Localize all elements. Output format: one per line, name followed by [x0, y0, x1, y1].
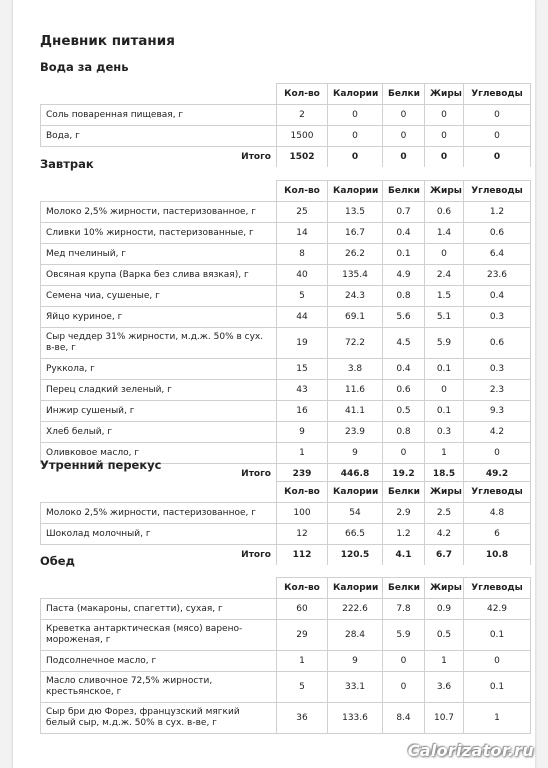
total-qty: 112	[277, 545, 328, 566]
food-protein: 0.4	[383, 223, 425, 244]
food-name: Шоколад молочный, г	[41, 524, 277, 545]
food-qty: 43	[277, 380, 328, 401]
food-qty: 8	[277, 244, 328, 265]
food-carbs: 0	[464, 105, 531, 126]
food-qty: 40	[277, 265, 328, 286]
food-carbs: 0	[464, 443, 531, 464]
food-fat: 0	[425, 105, 464, 126]
table-row	[41, 422, 531, 443]
protein-header: Белки	[383, 482, 425, 503]
meal-section	[40, 554, 530, 734]
food-name: Масло сливочное 72,5% жирности, крестьянское, г	[41, 672, 277, 703]
watermark-logo: Calorizator.ru	[407, 741, 534, 760]
food-fat: 3.6	[425, 672, 464, 703]
meal-section	[40, 157, 530, 484]
table-row	[41, 307, 531, 328]
table-row	[41, 503, 531, 524]
total-kcal: 120.5	[328, 545, 383, 566]
food-kcal: 28.4	[328, 620, 383, 651]
table-row	[41, 223, 531, 244]
food-name: Перец сладкий зеленый, г	[41, 380, 277, 401]
food-kcal: 33.1	[328, 672, 383, 703]
food-fat: 0	[425, 244, 464, 265]
table-header-row	[41, 84, 531, 105]
food-qty: 1	[277, 651, 328, 672]
food-protein: 0.5	[383, 401, 425, 422]
food-fat: 1.5	[425, 286, 464, 307]
food-name: Овсяная крупа (Варка без слива вязкая), г	[41, 265, 277, 286]
food-carbs: 23.6	[464, 265, 531, 286]
food-qty: 36	[277, 703, 328, 734]
protein-header: Белки	[383, 84, 425, 105]
page-title: Дневник питания	[40, 33, 175, 49]
food-name: Молоко 2,5% жирности, пастеризованное, г	[41, 503, 277, 524]
food-qty: 12	[277, 524, 328, 545]
food-carbs: 6	[464, 524, 531, 545]
food-fat: 1	[425, 651, 464, 672]
table-header-row	[41, 578, 531, 599]
food-fat: 2.4	[425, 265, 464, 286]
nutrition-table	[40, 83, 531, 167]
food-name: Семена чиа, сушеные, г	[41, 286, 277, 307]
food-name: Инжир сушеный, г	[41, 401, 277, 422]
meal-section	[40, 458, 530, 565]
calories-header: Калории	[328, 181, 383, 202]
food-name: Руккола, г	[41, 359, 277, 380]
total-protein: 4.1	[383, 545, 425, 566]
carbs-header: Углеводы	[464, 181, 531, 202]
food-qty: 2	[277, 105, 328, 126]
total-protein: 19.2	[383, 464, 425, 485]
table-header-row	[41, 482, 531, 503]
food-qty: 60	[277, 599, 328, 620]
food-kcal: 26.2	[328, 244, 383, 265]
food-fat: 10.7	[425, 703, 464, 734]
total-carbs: 49.2	[464, 464, 531, 485]
total-label: Итого	[241, 550, 271, 560]
food-protein: 0.6	[383, 380, 425, 401]
food-carbs: 0	[464, 126, 531, 147]
food-protein: 5.6	[383, 307, 425, 328]
food-carbs: 42.9	[464, 599, 531, 620]
food-name: Молоко 2,5% жирности, пастеризованное, г	[41, 202, 277, 223]
food-protein: 1.2	[383, 524, 425, 545]
section-title: Вода за день	[40, 60, 129, 74]
food-carbs: 0.4	[464, 286, 531, 307]
food-protein: 0.4	[383, 359, 425, 380]
food-name: Паста (макароны, спагетти), сухая, г	[41, 599, 277, 620]
total-carbs: 10.8	[464, 545, 531, 566]
food-fat: 0.5	[425, 620, 464, 651]
food-fat: 2.5	[425, 503, 464, 524]
food-kcal: 41.1	[328, 401, 383, 422]
qty-header: Кол-во	[277, 482, 328, 503]
food-qty: 5	[277, 286, 328, 307]
food-kcal: 9	[328, 651, 383, 672]
fat-header: Жиры	[425, 181, 464, 202]
food-name: Соль поваренная пищевая, г	[41, 105, 277, 126]
total-fat: 18.5	[425, 464, 464, 485]
table-row	[41, 286, 531, 307]
food-fat: 0.1	[425, 401, 464, 422]
total-kcal: 446.8	[328, 464, 383, 485]
food-protein: 2.9	[383, 503, 425, 524]
nutrition-table	[40, 481, 531, 565]
table-row	[41, 651, 531, 672]
food-qty: 16	[277, 401, 328, 422]
food-carbs: 1	[464, 703, 531, 734]
food-carbs: 0.6	[464, 328, 531, 359]
total-carbs: 0	[464, 147, 531, 168]
food-carbs: 4.8	[464, 503, 531, 524]
table-row	[41, 244, 531, 265]
nutrition-table	[40, 577, 531, 734]
total-label: Итого	[241, 152, 271, 162]
meal-section	[40, 60, 530, 167]
food-fat: 0	[425, 380, 464, 401]
table-header-row	[41, 181, 531, 202]
table-row	[41, 105, 531, 126]
food-protein: 8.4	[383, 703, 425, 734]
food-protein: 0.1	[383, 244, 425, 265]
total-qty: 239	[277, 464, 328, 485]
food-fat: 0.9	[425, 599, 464, 620]
food-protein: 5.9	[383, 620, 425, 651]
qty-header: Кол-во	[277, 84, 328, 105]
food-protein: 0	[383, 105, 425, 126]
food-name: Креветка антарктическая (мясо) варено-мороженая, г	[41, 620, 277, 651]
header-blank-cell	[41, 181, 277, 202]
food-protein: 0	[383, 672, 425, 703]
table-row	[41, 380, 531, 401]
food-carbs: 4.2	[464, 422, 531, 443]
total-label: Итого	[241, 469, 271, 479]
food-name: Хлеб белый, г	[41, 422, 277, 443]
table-row	[41, 401, 531, 422]
food-name: Сыр чеддер 31% жирности, м.д.ж. 50% в сух. в-ве, г	[41, 328, 277, 359]
food-carbs: 6.4	[464, 244, 531, 265]
food-carbs: 0.1	[464, 672, 531, 703]
food-kcal: 16.7	[328, 223, 383, 244]
table-row	[41, 599, 531, 620]
table-row	[41, 703, 531, 734]
food-carbs: 0.3	[464, 359, 531, 380]
total-protein: 0	[383, 147, 425, 168]
food-qty: 9	[277, 422, 328, 443]
food-kcal: 13.5	[328, 202, 383, 223]
total-kcal: 0	[328, 147, 383, 168]
food-kcal: 54	[328, 503, 383, 524]
table-row	[41, 524, 531, 545]
food-fat: 0.6	[425, 202, 464, 223]
table-row	[41, 328, 531, 359]
food-kcal: 69.1	[328, 307, 383, 328]
qty-header: Кол-во	[277, 578, 328, 599]
food-protein: 0.8	[383, 422, 425, 443]
food-fat: 0	[425, 126, 464, 147]
section-title: Обед	[40, 554, 75, 568]
food-qty: 14	[277, 223, 328, 244]
food-protein: 0.7	[383, 202, 425, 223]
carbs-header: Углеводы	[464, 482, 531, 503]
section-title: Утренний перекус	[40, 458, 162, 472]
calories-header: Калории	[328, 482, 383, 503]
food-qty: 44	[277, 307, 328, 328]
food-qty: 15	[277, 359, 328, 380]
table-row	[41, 672, 531, 703]
food-carbs: 2.3	[464, 380, 531, 401]
food-kcal: 222.6	[328, 599, 383, 620]
food-carbs: 0.6	[464, 223, 531, 244]
food-name: Мед пчелиный, г	[41, 244, 277, 265]
food-carbs: 0.1	[464, 620, 531, 651]
food-fat: 4.2	[425, 524, 464, 545]
food-qty: 5	[277, 672, 328, 703]
food-kcal: 24.3	[328, 286, 383, 307]
total-qty: 1502	[277, 147, 328, 168]
food-carbs: 1.2	[464, 202, 531, 223]
qty-header: Кол-во	[277, 181, 328, 202]
table-row	[41, 265, 531, 286]
food-kcal: 66.5	[328, 524, 383, 545]
food-fat: 0.1	[425, 359, 464, 380]
food-qty: 25	[277, 202, 328, 223]
food-kcal: 0	[328, 126, 383, 147]
table-row	[41, 359, 531, 380]
food-qty: 29	[277, 620, 328, 651]
fat-header: Жиры	[425, 482, 464, 503]
food-qty: 1	[277, 443, 328, 464]
header-blank-cell	[41, 482, 277, 503]
food-fat: 1.4	[425, 223, 464, 244]
food-kcal: 3.8	[328, 359, 383, 380]
food-protein: 0.8	[383, 286, 425, 307]
carbs-header: Углеводы	[464, 578, 531, 599]
food-kcal: 9	[328, 443, 383, 464]
food-fat: 0.3	[425, 422, 464, 443]
food-protein: 0	[383, 443, 425, 464]
food-qty: 100	[277, 503, 328, 524]
food-protein: 4.5	[383, 328, 425, 359]
fat-header: Жиры	[425, 84, 464, 105]
food-kcal: 23.9	[328, 422, 383, 443]
table-row	[41, 620, 531, 651]
protein-header: Белки	[383, 578, 425, 599]
protein-header: Белки	[383, 181, 425, 202]
food-carbs: 9.3	[464, 401, 531, 422]
food-kcal: 133.6	[328, 703, 383, 734]
food-name: Вода, г	[41, 126, 277, 147]
header-blank-cell	[41, 578, 277, 599]
food-carbs: 0	[464, 651, 531, 672]
diary-sheet	[13, 0, 535, 768]
carbs-header: Углеводы	[464, 84, 531, 105]
food-name: Сыр бри дю Форез, французский мягкий белый сыр, м.д.ж. 50% в сух. в-ве, г	[41, 703, 277, 734]
food-name: Сливки 10% жирности, пастеризованные, г	[41, 223, 277, 244]
food-kcal: 0	[328, 105, 383, 126]
calories-header: Калории	[328, 578, 383, 599]
food-name: Яйцо куриное, г	[41, 307, 277, 328]
food-name: Оливковое масло, г	[41, 443, 277, 464]
fat-header: Жиры	[425, 578, 464, 599]
table-row	[41, 202, 531, 223]
food-fat: 5.1	[425, 307, 464, 328]
food-qty: 19	[277, 328, 328, 359]
calories-header: Калории	[328, 84, 383, 105]
food-protein: 0	[383, 126, 425, 147]
food-protein: 7.8	[383, 599, 425, 620]
header-blank-cell	[41, 84, 277, 105]
food-protein: 4.9	[383, 265, 425, 286]
food-kcal: 11.6	[328, 380, 383, 401]
table-row	[41, 126, 531, 147]
food-kcal: 72.2	[328, 328, 383, 359]
food-fat: 5.9	[425, 328, 464, 359]
food-fat: 1	[425, 443, 464, 464]
section-title: Завтрак	[40, 157, 94, 171]
food-carbs: 0.3	[464, 307, 531, 328]
food-kcal: 135.4	[328, 265, 383, 286]
food-qty: 1500	[277, 126, 328, 147]
food-name: Подсолнечное масло, г	[41, 651, 277, 672]
total-fat: 6.7	[425, 545, 464, 566]
food-protein: 0	[383, 651, 425, 672]
nutrition-table	[40, 180, 531, 484]
total-fat: 0	[425, 147, 464, 168]
